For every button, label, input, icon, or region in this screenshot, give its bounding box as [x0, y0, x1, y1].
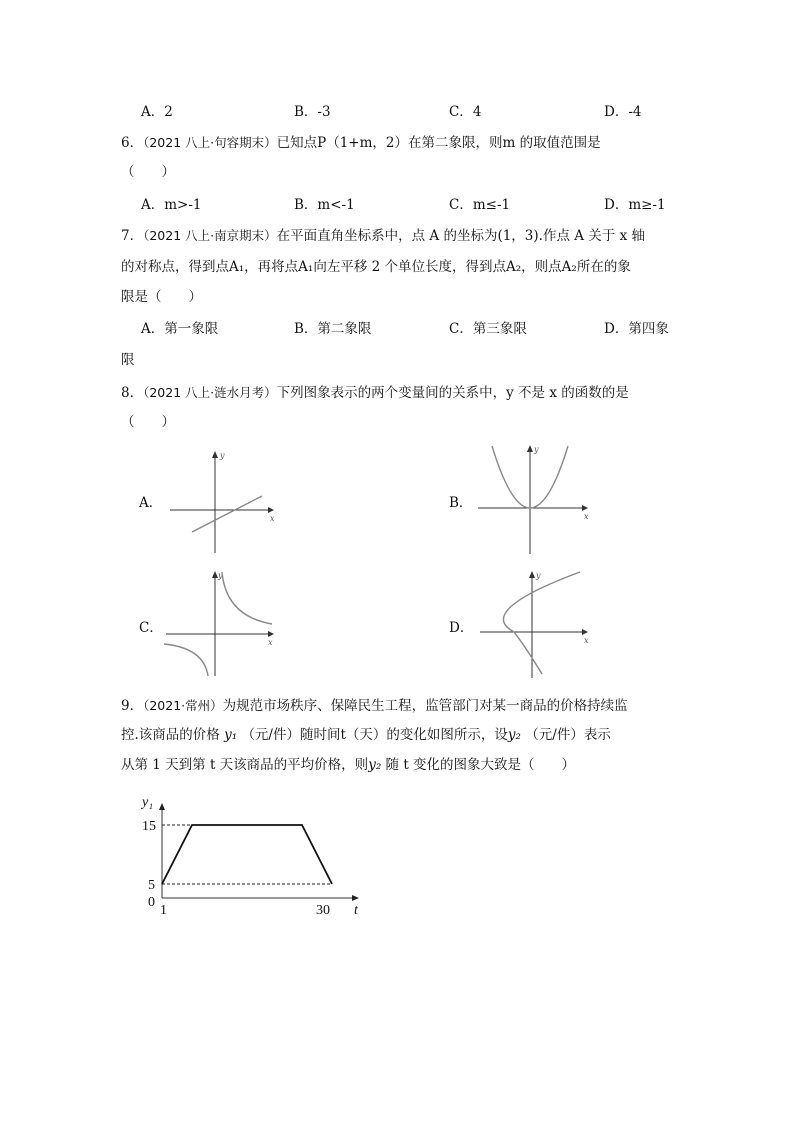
t-axis-arrow-icon [352, 895, 359, 901]
t-axis-label: t [354, 903, 358, 918]
q7-option-c: C．第三象限 [449, 321, 527, 337]
q8-graph-b [470, 442, 600, 557]
q8-text: 下列图象表示的两个变量间的关系中，y 不是 x 的函数的是 [276, 385, 629, 401]
y-axis-label: y [220, 451, 225, 460]
q5-option-c: C．4 [449, 104, 482, 120]
q7-source: （2021 八上·南京期末） [143, 228, 277, 243]
x-axis-arrow-icon [268, 507, 274, 513]
q9-text-3a: 从第 1 天到第 t 天该商品的平均价格，则 [121, 757, 369, 773]
q7-stem-line2: 的对称点，得到点A₁，再将点A₁向左平移 2 个单位长度，得到点A₂，则点A₂所在的象 [121, 259, 631, 275]
q6-number: 6． [121, 135, 144, 151]
q9-stem-line1 [121, 700, 628, 714]
q7-option-d: D．第四象 [604, 321, 669, 337]
y1-axis-label: y₁ [142, 795, 154, 810]
q6-text: 已知点P（1+m，2）在第二象限，则m 的取值范围是 [276, 135, 601, 151]
x-axis-arrow-icon [268, 631, 274, 637]
q9-var-y1: y₁ [224, 727, 238, 743]
q9-text-3b: 随 t 变化的图象大致是（ ） [385, 757, 576, 773]
q6-source: （2021 八上·句容期末） [143, 135, 277, 150]
q6-blank: （ ） [121, 164, 175, 180]
x-axis-arrow-icon [582, 505, 588, 511]
y-axis-arrow-icon [529, 571, 535, 578]
q5-option-a: A．2 [141, 104, 173, 120]
q8-stem [121, 387, 629, 401]
y-tick-15: 15 [142, 819, 156, 834]
hyperbola-branch-right [222, 572, 272, 624]
q9-var-y2-inline: y₂ [368, 757, 382, 773]
q9-text-2c: （元/件）表示 [525, 727, 611, 743]
q6-stem [121, 137, 601, 151]
q6-option-a: A．m>-1 [141, 197, 202, 213]
t-tick-30: 30 [316, 903, 330, 918]
q5-option-b: B．-3 [294, 104, 331, 120]
q9-stem-line2 [121, 729, 611, 743]
q7-text-1: 在平面直角坐标系中，点 A 的坐标为(1，3).作点 A 关于 x 轴 [276, 228, 645, 244]
q9-var-y2: y₂ [507, 727, 521, 743]
x-axis-arrow-icon [582, 629, 588, 635]
q9-text-2a: 控.该商品的价格 [121, 727, 220, 743]
q7-option-d-wrap: 限 [121, 352, 135, 368]
q8-graph-a [160, 448, 280, 558]
q9-price-graph [140, 790, 380, 920]
q7-option-a: A．第一象限 [141, 321, 219, 337]
y-axis-label: y [218, 571, 223, 580]
q5-option-d: D．-4 [604, 104, 642, 120]
q8-blank: （ ） [121, 414, 175, 430]
q9-stem-line3 [121, 759, 575, 773]
q7-option-b: B．第二象限 [294, 321, 372, 337]
x-axis-label: x [584, 636, 589, 645]
y-axis-arrow-icon [212, 451, 218, 458]
origin-label: 0 [148, 895, 155, 910]
t-tick-1: 1 [160, 903, 167, 918]
q8-option-a: A． [139, 495, 163, 511]
q6-option-c: C．m≤-1 [449, 197, 511, 213]
q9-text-2b: （元/件）随时间t（天）的变化如图所示，设 [241, 727, 508, 743]
line-curve [192, 496, 262, 532]
y1-axis-arrow-icon [159, 803, 165, 810]
q6-option-b: B．m<-1 [294, 197, 355, 213]
x-axis-label: x [270, 514, 275, 523]
y-axis-arrow-icon [527, 445, 533, 452]
x-axis-label: x [268, 638, 273, 647]
q9-text-1: 为规范市场秩序、保障民生工程，监管部门对某一商品的价格持续监 [222, 698, 628, 714]
q8-option-c: C． [139, 620, 163, 636]
q8-number: 8． [121, 385, 144, 401]
hyperbola-branch-left [164, 644, 208, 676]
q6-option-d: D．m≥-1 [604, 197, 666, 213]
q7-stem-line3: 限是（ ） [121, 289, 202, 305]
q7-stem-line1 [121, 230, 645, 244]
y-axis-label: y [536, 571, 541, 580]
x-axis-label: x [584, 512, 589, 521]
q8-graph-d [470, 566, 600, 681]
y-axis-label: y [534, 445, 539, 454]
sideways-parabola-curve [503, 572, 580, 674]
y-tick-5: 5 [148, 878, 155, 893]
q9-source: （2021·常州） [143, 698, 223, 713]
q8-graph-c [160, 568, 280, 680]
price-line [162, 825, 332, 884]
q7-number: 7． [121, 228, 144, 244]
q8-option-b: B． [449, 495, 473, 511]
q8-source: （2021 八上·涟水月考） [143, 385, 277, 400]
q8-option-d: D． [449, 620, 474, 636]
q9-number: 9． [121, 698, 144, 714]
